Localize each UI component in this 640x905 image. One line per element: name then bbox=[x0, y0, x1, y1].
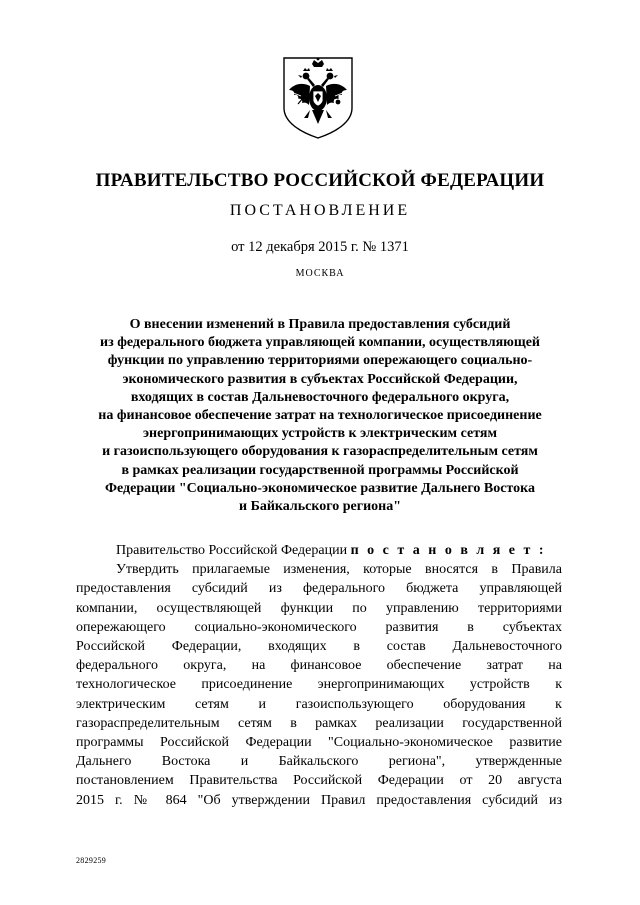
body-line: компании, осуществляющей функции по управлению территориями bbox=[76, 600, 562, 616]
subject-line: на финансовое обеспечение затрат на технологическое присоединение bbox=[98, 408, 542, 424]
subject-line: и газоиспользующего оборудования к газораспределительным сетям bbox=[102, 444, 538, 460]
body-line: программы Российской Федерации "Социально-экономическое развитие bbox=[76, 735, 562, 751]
body-line: предоставления субсидий из федерального бюджета управляющей bbox=[76, 581, 562, 597]
subject-line: экономического развития в субъектах Российской Федерации, bbox=[122, 371, 518, 387]
preamble-line bbox=[76, 541, 562, 560]
document-type: ПОСТАНОВЛЕНИЕ bbox=[229, 202, 411, 219]
decree-subject bbox=[70, 316, 570, 516]
subject-line: в рамках реализации государственной программы Российской bbox=[121, 462, 519, 478]
subject-line: О внесении изменений в Правила предоставления субсидий bbox=[129, 317, 511, 332]
decree-date-number: от 12 декабря 2015 г. № 1371 bbox=[231, 239, 409, 255]
body-line: Дальнего Востока и Байкальского региона", утвержденные bbox=[76, 754, 562, 770]
document-code: 2829259 bbox=[76, 856, 107, 865]
decree-body bbox=[76, 541, 562, 810]
russian-coat-of-arms-icon bbox=[274, 52, 362, 140]
body-line: опережающего социально-экономического развития в субъектах bbox=[76, 619, 562, 635]
decree-word: п о с т а н о в л я е т : bbox=[350, 543, 547, 558]
subject-line: функции по управлению территориями опережающего социально- bbox=[107, 353, 533, 369]
body-line: федерального округа, на финансовое обеспечение затрат на bbox=[76, 658, 562, 674]
body-line: Российской Федерации, входящих в состав Дальневосточного bbox=[76, 639, 562, 655]
body-line: технологическое присоединение энергопринимающих устройств к bbox=[76, 677, 562, 693]
government-title: ПРАВИТЕЛЬСТВО РОССИЙСКОЙ ФЕДЕРАЦИИ bbox=[95, 170, 545, 191]
subject-line: входящих в состав Дальневосточного федерального округа, bbox=[130, 389, 510, 405]
body-line: Утвердить прилагаемые изменения, которые вносятся в Правила bbox=[116, 562, 562, 578]
subject-line: из федерального бюджета управляющей компании, осуществляющей bbox=[100, 335, 540, 351]
subject-line: Федерации "Социально-экономическое развитие Дальнего Востока bbox=[105, 480, 535, 496]
preamble: Правительство Российской Федерации bbox=[116, 543, 348, 558]
subject-line: и Байкальского региона" bbox=[239, 499, 401, 515]
city: МОСКВА bbox=[295, 268, 345, 279]
body-line: электрическим сетям и газоиспользующего оборудования к bbox=[76, 696, 562, 712]
body-line: постановлением Правительства Российской Федерации от 20 августа bbox=[76, 773, 562, 789]
subject-line: энергопринимающих устройств к электрическим сетям bbox=[143, 426, 497, 442]
body-line: газораспределительным сетям в рамках реализации государственной bbox=[76, 715, 562, 731]
body-line: 2015 г. № 864 "Об утверждении Правил предоставления субсидий из bbox=[76, 792, 562, 808]
